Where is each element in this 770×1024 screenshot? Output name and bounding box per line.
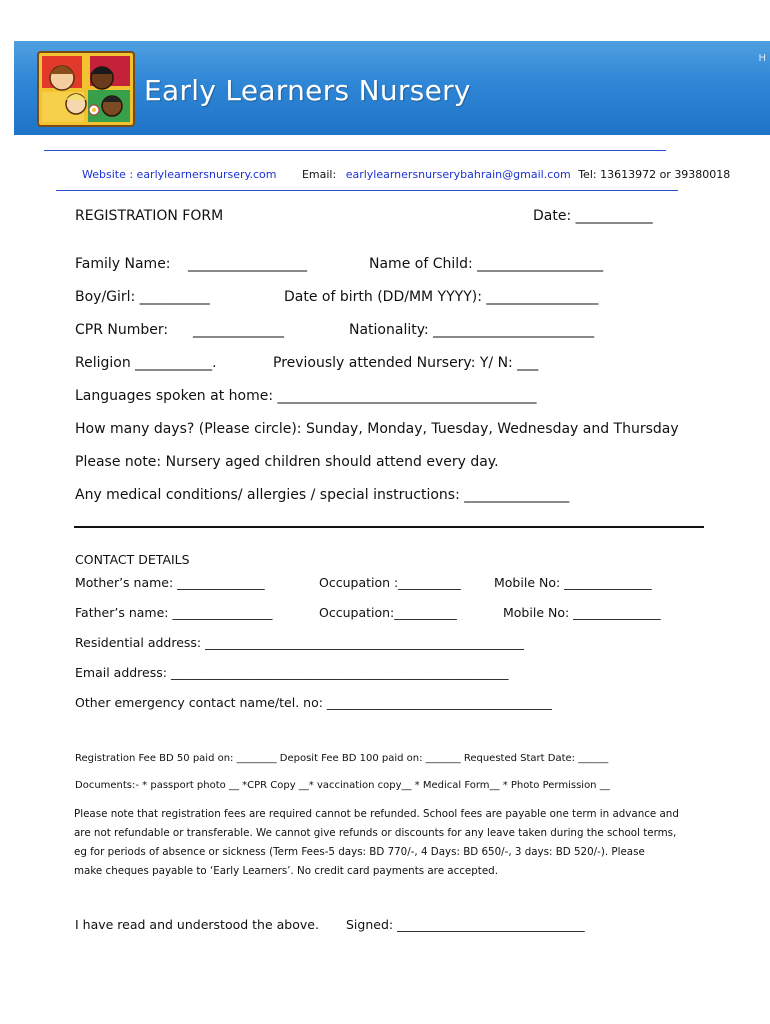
contact-rule — [56, 190, 678, 191]
fees-line: Registration Fee BD 50 paid on: ________ Deposit Fee BD 100 paid on: _______ Requested Start Date: ______ — [75, 753, 609, 764]
signature-field[interactable]: Signed: ______________________________ — [346, 917, 585, 932]
form-title: REGISTRATION FORM — [75, 208, 224, 224]
mother-mobile-field[interactable]: Mobile No: ______________ — [494, 575, 652, 590]
policy-line: eg for periods of absence or sickness (Term Fees-5 days: BD 770/-, 4 Days: BD 650/-, 3 days: BD 520/-). Please — [74, 846, 645, 858]
attendance-note: Please note: Nursery aged children should attend every day. — [75, 454, 499, 470]
policy-line: Please note that registration fees are required cannot be refunded. School fees are payable one term in advance and — [74, 808, 679, 820]
contact-details-heading: CONTACT DETAILS — [75, 552, 190, 567]
family-name-field[interactable]: _________________ — [188, 256, 307, 272]
policy-line: make cheques payable to ‘Early Learners’. No credit card payments are accepted. — [74, 865, 498, 877]
top-rule — [44, 150, 666, 151]
father-name-field[interactable]: Father’s name: ________________ — [75, 605, 273, 620]
section-divider — [74, 526, 704, 528]
header-banner — [14, 41, 770, 135]
date-of-birth-field[interactable]: Date of birth (DD/MM YYYY): ________________ — [284, 289, 599, 305]
fees-policy-paragraph — [74, 805, 714, 881]
nationality-field[interactable]: Nationality: _______________________ — [349, 322, 595, 338]
acknowledgement-text: I have read and understood the above. — [75, 917, 319, 932]
documents-line: Documents:- * passport photo __ *CPR Copy __* vaccination copy__ * Medical Form__ * Photo Permission __ — [75, 780, 610, 791]
mother-name-field[interactable]: Mother’s name: ______________ — [75, 575, 265, 590]
medical-field[interactable]: Any medical conditions/ allergies / special instructions: _______________ — [75, 487, 570, 503]
cpr-field[interactable]: _____________ — [193, 322, 284, 338]
website-link[interactable]: Website : earlylearnersnursery.com — [82, 168, 277, 181]
date-field[interactable]: Date: ___________ — [533, 208, 653, 224]
email-address-field[interactable]: Email address: ______________________________________________________ — [75, 665, 509, 680]
nursery-logo — [36, 48, 136, 128]
policy-line: are not refundable or transferable. We cannot give refunds or discounts for any leave taken during the school terms, — [74, 827, 677, 839]
email-link[interactable]: earlylearnersnurserybahrain@gmail.com — [345, 168, 571, 181]
email-label: Email: — [301, 168, 337, 181]
father-mobile-field[interactable]: Mobile No: ______________ — [503, 605, 661, 620]
languages-field[interactable]: Languages spoken at home: _____________________________________ — [75, 388, 537, 404]
mother-occupation-field[interactable]: Occupation :__________ — [319, 575, 461, 590]
cpr-label: CPR Number: — [75, 322, 169, 338]
previous-nursery-field[interactable]: Previously attended Nursery: Y/ N: ___ — [273, 355, 539, 371]
boy-girl-field[interactable]: Boy/Girl: __________ — [75, 289, 210, 305]
header-corner-text: H — [758, 53, 766, 64]
family-name-label: Family Name: — [75, 256, 171, 272]
father-occupation-field[interactable]: Occupation:__________ — [319, 605, 457, 620]
child-name-field[interactable]: Name of Child: __________________ — [369, 256, 604, 272]
emergency-contact-field[interactable]: Other emergency contact name/tel. no: ____________________________________ — [75, 695, 552, 710]
religion-field[interactable]: Religion ___________. — [75, 355, 217, 371]
telephone-text: Tel: 13613972 or 39380018 — [578, 168, 731, 181]
residential-address-field[interactable]: Residential address: ___________________________________________________ — [75, 635, 524, 650]
brand-name: Early Learners Nursery — [144, 74, 471, 107]
contact-bar — [82, 168, 730, 181]
days-question: How many days? (Please circle): Sunday, Monday, Tuesday, Wednesday and Thursday — [75, 421, 679, 437]
